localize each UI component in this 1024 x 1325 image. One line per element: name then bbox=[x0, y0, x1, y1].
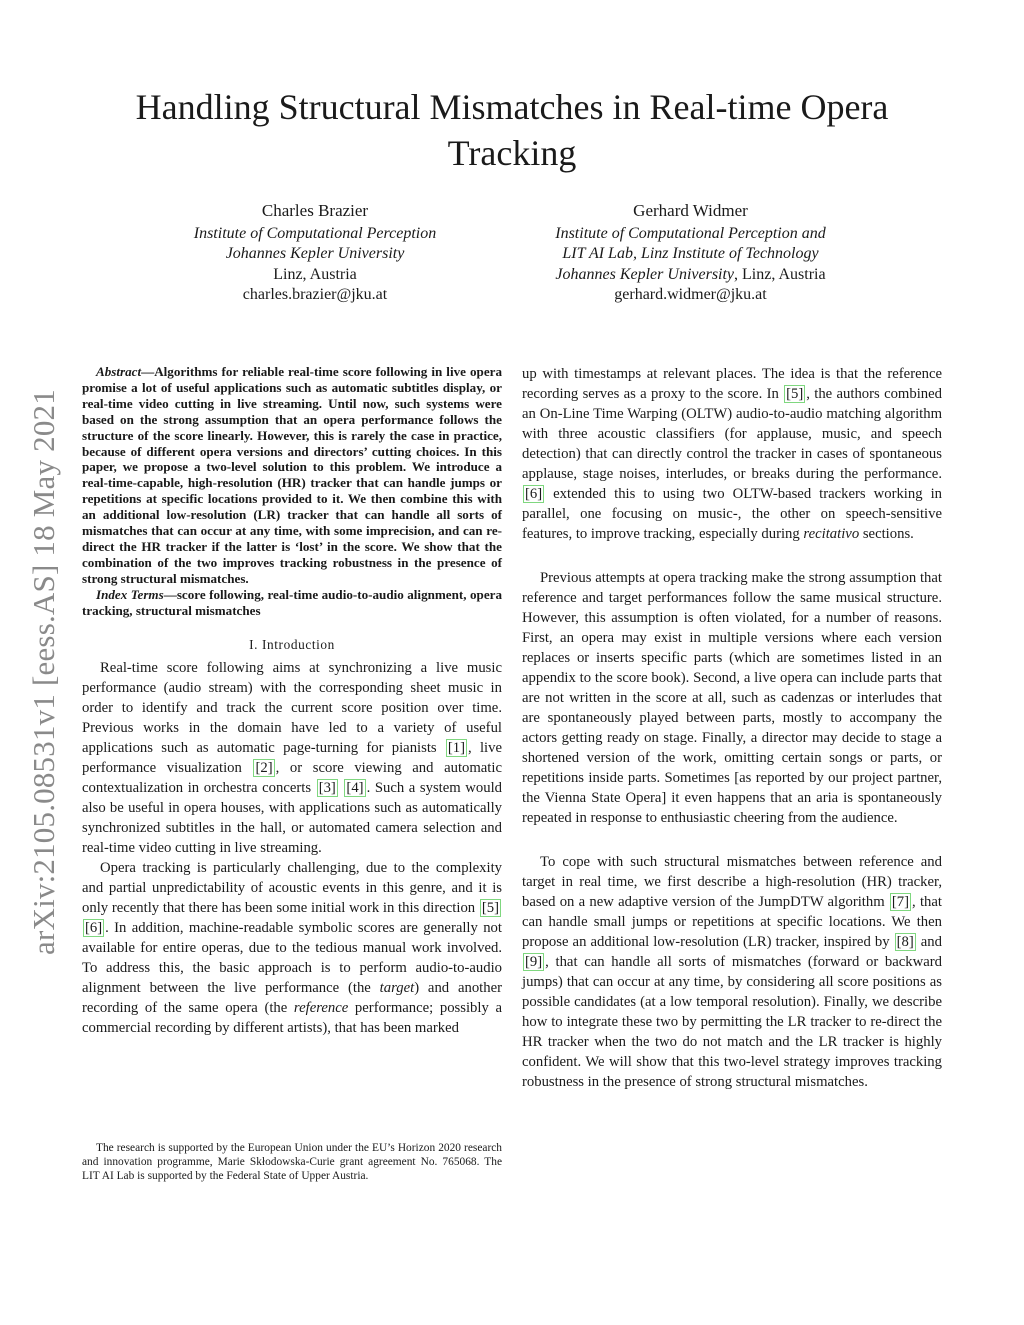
emphasis: recitativo bbox=[803, 526, 860, 542]
text-run: up with timestamps at relevant places. The idea is that the reference recording serves as a proxy to the score. In bbox=[522, 366, 942, 402]
abstract bbox=[82, 364, 502, 587]
paper-title: Handling Structural Mismatches in Real-time Opera Tracking bbox=[135, 87, 889, 173]
citation-link[interactable]: [6] bbox=[85, 919, 103, 936]
author-name: Charles Brazier bbox=[261, 201, 369, 220]
right-column bbox=[522, 364, 942, 1092]
author-location-line bbox=[518, 265, 863, 286]
text-run: , live performance visualization bbox=[82, 739, 503, 776]
text-run: . In addition, machine-readable symbolic scores are generally not available for entire operas, due to the tedious manual work involved. To address this, the basic approach is to perform audio-to-audio alignment between the live performance (the bbox=[82, 919, 502, 996]
author-email[interactable]: gerhard.widmer@jku.at bbox=[614, 286, 767, 303]
text-run: , that can handle all sorts of mismatches (forward or backward jumps) that can occur at any time, by considering all score positions as possible candidates (at a low temporal resolution). Finally, we describe how to integrate these two by permitting the LR tracker to re-direct the HR tracker when the two do not match and the LR tracker is highly confident. We will show that this two-level strategy improves tracking robustness in the presence of strong structural mismatches. bbox=[522, 954, 942, 1090]
author-affiliation: Johannes Kepler University bbox=[225, 245, 405, 262]
text-run: . Such a system would also be useful in opera houses, with applications such as automatically synchronized subtitles in the hall, or automated camera selection and real-time video cutting in live streaming. bbox=[82, 779, 503, 856]
arxiv-identifier[interactable]: arXiv:2105.08531v1 [eess.AS] 18 May 2021 bbox=[26, 389, 61, 955]
author-affiliation: Institute of Computational Perception and bbox=[555, 224, 826, 242]
author-location: , Linz, Austria bbox=[734, 265, 826, 283]
intro-paragraph-4 bbox=[522, 852, 942, 1092]
text-run: sections. bbox=[859, 526, 914, 542]
intro-paragraph-2-continued bbox=[522, 364, 942, 544]
text-run: Opera tracking is particularly challenging, due to the complexity and partial unpredictability of acoustic events in this genre, and it is only recently that there has been some initial work in this direction bbox=[82, 859, 502, 916]
left-column bbox=[82, 364, 502, 1038]
citation-link[interactable]: [5] bbox=[786, 386, 804, 402]
index-terms bbox=[82, 587, 502, 619]
text-run: extended this to using two OLTW-based trackers working in parallel, one focusing on music-, the other on speech-sensitive features, to improve tracking, especially during bbox=[522, 486, 942, 542]
paragraph-gap bbox=[522, 544, 942, 568]
author-university: Johannes Kepler University bbox=[555, 265, 735, 283]
author-location: Linz, Austria bbox=[273, 265, 357, 283]
index-terms-label: Index Terms bbox=[96, 586, 164, 602]
citation-link[interactable]: [8] bbox=[896, 934, 914, 950]
author-affiliation: LIT AI Lab, Linz Institute of Technology bbox=[562, 245, 819, 262]
section-heading: I. Introduction bbox=[249, 636, 335, 652]
paragraph-gap bbox=[522, 828, 942, 852]
citation-link[interactable]: [1] bbox=[447, 739, 466, 756]
text-run: , the authors combined an On-Line Time Warping (OLTW) audio-to-audio matching algorithm with three acoustic classifiers (for applause, music, and speech detection) that can directly control the tracker in cases of spontaneous applause, stage noises, interludes, or breaks during the performance. bbox=[522, 386, 942, 482]
intro-paragraph-2 bbox=[82, 858, 502, 1038]
text-run: Real-time score following aims at synchronizing a live music performance (audio stream) with the corresponding sheet music in order to identify and track the current score position over time. Previous works in the domain have led to a variety of useful applications such as automatic page-turning for pianists bbox=[82, 659, 502, 756]
citation-link[interactable]: [2] bbox=[255, 759, 273, 776]
intro-paragraph-1 bbox=[82, 658, 502, 858]
intro-paragraph-3: Previous attempts at opera tracking make the strong assumption that reference and target performances follow the same musical structure. However, this assumption is often violated, for a number of reasons. First, an opera may exist in multiple versions where each version replaces or inserts specific parts (which are sometimes listed in an appendix to the score book). Second, a live opera can include parts that are not written in the score at all, such as cadenzas or interludes that are spontaneously played between parts, mostly to accompany the actors getting ready on stage. Finally, a director may decide to stage a shortened version of the work, omitting certain songs or parts, or repetitions inside parts. Sometimes [as reported by our project partner, the Vienna State Opera] it even happens that an aria is spontaneously repeated in response to enthusiastic cheering from the audience. bbox=[522, 570, 942, 826]
text-run: ) and another recording of the same opera (the bbox=[82, 979, 502, 1016]
citation-link[interactable]: [5] bbox=[481, 899, 499, 916]
author-name: Gerhard Widmer bbox=[633, 201, 748, 220]
emphasis: target bbox=[379, 979, 415, 996]
author-affiliation: Institute of Computational Perception bbox=[193, 224, 437, 242]
citation-link[interactable]: [4] bbox=[346, 779, 364, 796]
citation-link[interactable]: [9] bbox=[525, 954, 543, 970]
emphasis: reference bbox=[293, 999, 349, 1016]
text-run: To cope with such structural mismatches between reference and target in real time, we first describe a high-resolution (HR) tracker, based on a new adaptive version of the JumpDTW algorithm bbox=[522, 854, 942, 910]
text-run: , or score viewing and automatic contextualization in orchestra concerts bbox=[82, 759, 502, 796]
text-run: performance; possibly a commercial recording by different artists), that has been marked bbox=[82, 999, 502, 1036]
text-run: , that can handle small jumps or repetitions at specific locations. We then propose an additional low-resolution (LR) tracker, inspired by bbox=[522, 894, 942, 950]
author-email[interactable]: charles.brazier@jku.at bbox=[242, 286, 388, 303]
author-block-2 bbox=[518, 201, 863, 306]
author-block-1 bbox=[160, 201, 470, 306]
index-terms-text: —score following, real-time audio-to-audio alignment, opera tracking, structural mismatches bbox=[82, 586, 502, 618]
citation-link[interactable]: [7] bbox=[891, 894, 910, 910]
abstract-text: —Algorithms for reliable real-time score following in live opera promise a lot of useful applications such as automatic subtitles display, or real-time video cutting in live streaming. Until now, such systems were based on the strong assumption that an opera performance follows the structure of the score linearly. However, this is rarely the case in practice, because of different opera versions and directors’ cutting choices. In this paper, we propose a two-level solution to this problem. We introduce a real-time-capable, high-resolution (HR) tracker that can handle jumps or repetitions at specific locations provided to it. We then combine this with an additional low-resolution (LR) tracker that can handle all sorts of mismatches that can occur at any time, with some imprecision, and can re-direct the HR tracker if the latter is ‘lost’ in the score. We show that the combination of the two improves tracking robustness in the presence of strong structural mismatches. bbox=[82, 364, 502, 586]
citation-link[interactable]: [6] bbox=[525, 486, 543, 502]
footnote: The research is supported by the European Union under the EU’s Horizon 2020 research and innovation programme, Marie Skłodowska-Curie grant agreement No. 765068. The LIT AI Lab is supported by the Federal State of Upper Austria. bbox=[82, 1142, 502, 1182]
citation-link[interactable]: [3] bbox=[318, 779, 336, 796]
text-run: and bbox=[916, 934, 942, 950]
abstract-label: Abstract bbox=[96, 364, 142, 379]
